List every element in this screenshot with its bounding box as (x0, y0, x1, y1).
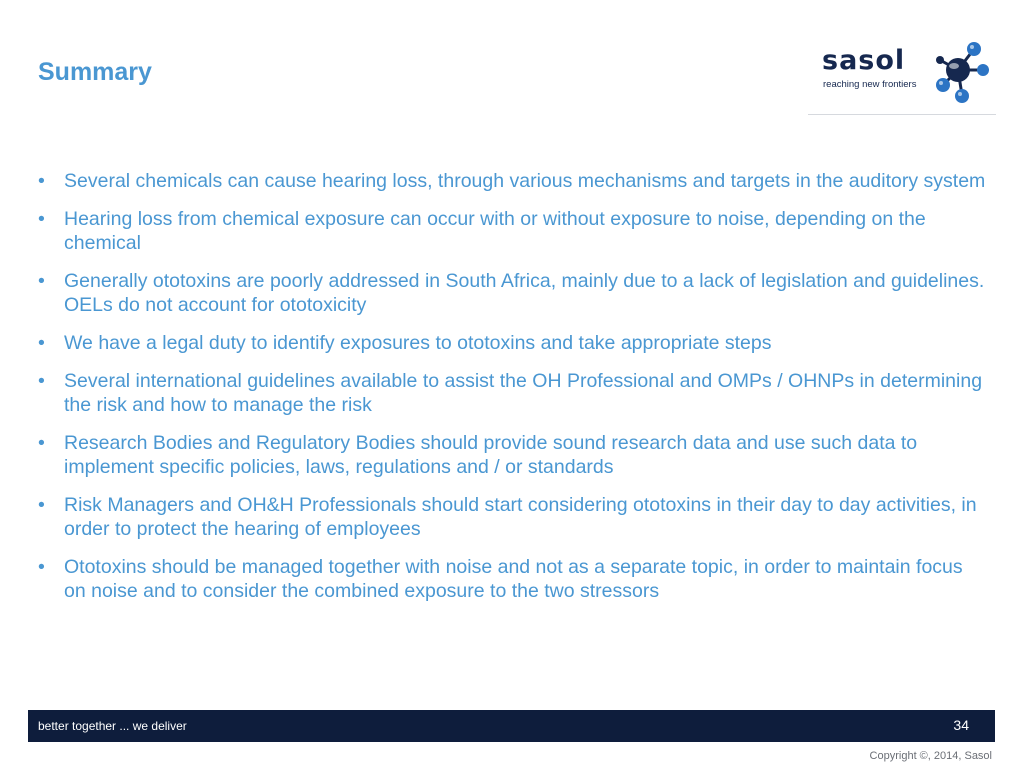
bullet-text: Several international guidelines available to assist the OH Professional and OMPs / OHNPs in determining the risk and how to manage the risk (64, 370, 983, 416)
bullet-item (38, 207, 988, 255)
bullet-dot: • (38, 370, 45, 392)
bullet-item (38, 169, 988, 193)
bullet-dot: • (38, 270, 45, 292)
bullet-item (38, 431, 988, 479)
molecule-icon (928, 40, 990, 106)
bullet-text: Research Bodies and Regulatory Bodies should provide sound research data and use such data to implement specific policies, laws, regulations and / or standards (64, 432, 918, 478)
slide-title: Summary (38, 58, 152, 86)
bullet-item (38, 331, 988, 355)
bullet-text: Risk Managers and OH&H Professionals should start considering ototoxins in their day to day activities, in order to protect the hearing of employees (64, 494, 977, 540)
sasol-logo (820, 40, 990, 106)
bullet-item (38, 269, 988, 317)
copyright-notice: Copyright ©, 2014, Sasol (869, 750, 992, 762)
logo-tagline: reaching new frontiers (823, 79, 917, 90)
page-number: 34 (953, 717, 969, 733)
bullet-dot: • (38, 556, 45, 578)
footer-tagline: better together ... we deliver (38, 719, 187, 733)
bullet-item (38, 555, 988, 603)
bullet-dot: • (38, 494, 45, 516)
bullet-dot: • (38, 432, 45, 454)
footer-bar (28, 710, 995, 742)
bullet-item (38, 369, 988, 417)
bullet-text: We have a legal duty to identify exposures to ototoxins and take appropriate steps (64, 332, 772, 354)
bullet-text: Ototoxins should be managed together with noise and not as a separate topic, in order to maintain focus on noise and to consider the combined exposure to the two stressors (64, 556, 963, 602)
bullet-dot: • (38, 170, 45, 192)
bullet-dot: • (38, 332, 45, 354)
bullet-text: Several chemicals can cause hearing loss, through various mechanisms and targets in the auditory system (64, 170, 986, 192)
header-divider (808, 114, 996, 115)
bullet-dot: • (38, 208, 45, 230)
summary-bullet-list (38, 169, 988, 617)
logo-wordmark: sasol (822, 45, 906, 76)
bullet-text: Generally ototoxins are poorly addressed in South Africa, mainly due to a lack of legislation and guidelines. OELs do not account for ototoxicity (64, 270, 985, 316)
bullet-text: Hearing loss from chemical exposure can occur with or without exposure to noise, depending on the chemical (64, 208, 926, 254)
bullet-item (38, 493, 988, 541)
